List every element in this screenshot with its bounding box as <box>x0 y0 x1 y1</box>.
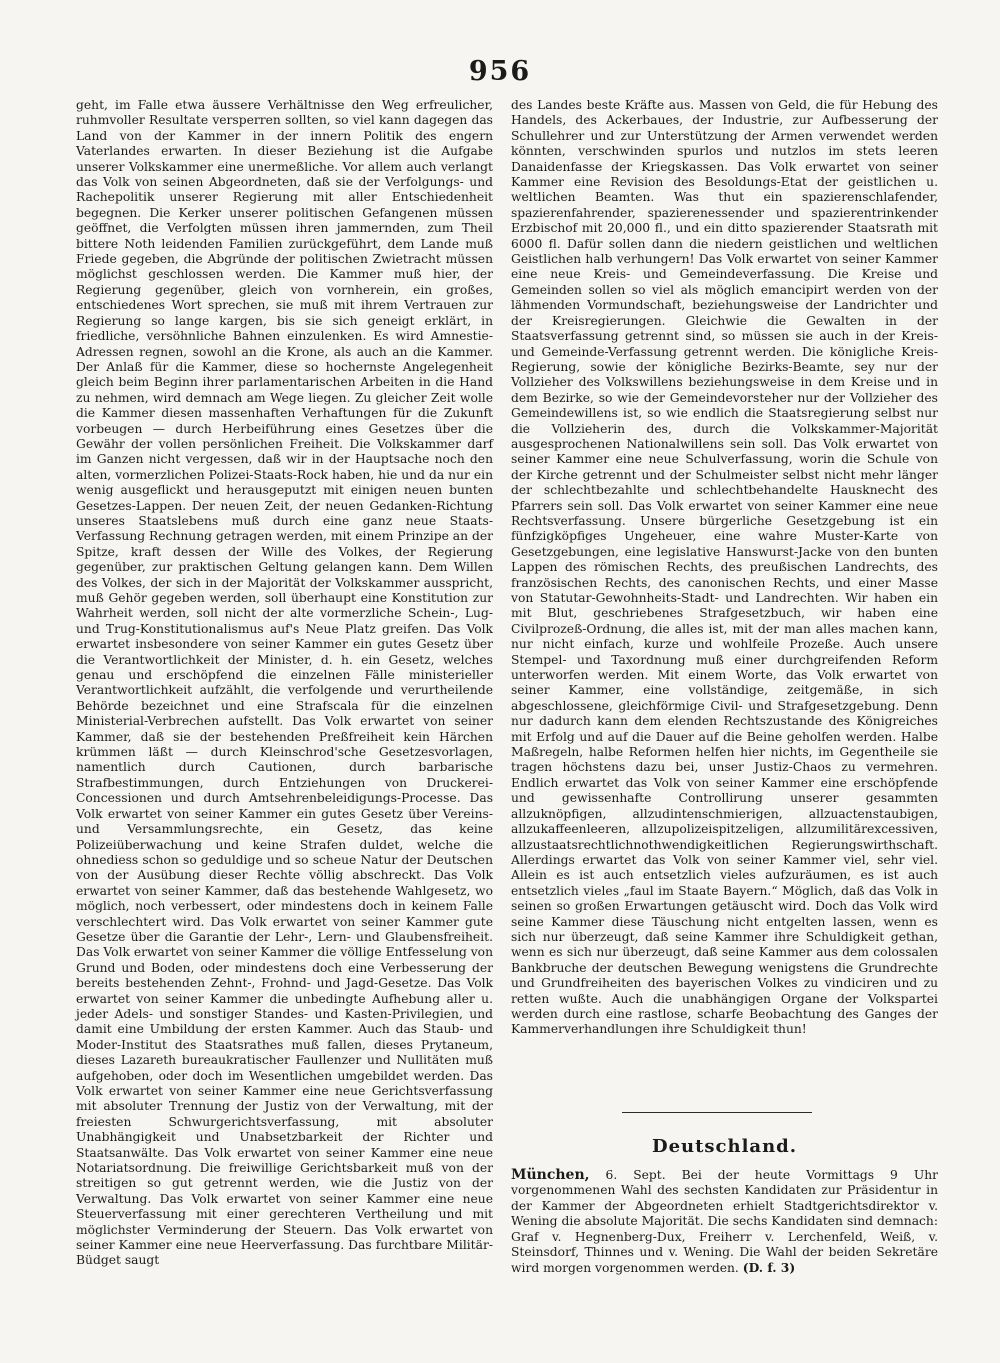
section-heading: Deutschland. <box>651 1136 798 1157</box>
left-column-text: geht, im Falle etwa äussere Verhältnisse den Weg erfreulicher, ruhmvoller Resultate versperren sollten, so viel kann dagegen das Land von der Kammer in der innern Politik des engern Vaterlandes erwarten. In dieser Beziehung ist die Aufgabe unserer Volkskammer eine unermeßliche. Vor allem auch verlangt das Volk von seinen Abgeordneten, daß sie der Verfolgungs- und Rachepolitik unserer Regierung mit aller Entschiedenheit begegnen. Die Kerker unserer politischen Gefangenen müssen geöffnet, die Verfolgten müssen ihren jammernden, zum Theil bittere Noth leidenden Familien zurückgeführt, dem Lande muß Friede gegeben, die Abgründe der politischen Zwietracht müssen möglichst geschlossen werden. Die Kammer muß hier, der Regierung gegenüber, gleich von vornherein, ein großes, entschiedenes Wort sprechen, sie muß mit ihrem Vertrauen zur Regierung so lange kargen, bis sie sich geneigt erklärt, in friedliche, versöhnliche Bahnen einzulenken. Es wird Amnestie-Adressen regnen, sowohl an die Krone, als auch an die Kammer. Der Anlaß für die Kammer, diese so hochernste Angelegenheit gleich beim Beginn ihrer parlamentarischen Arbeiten in die Hand zu nehmen, wird demnach am Wege liegen. Zu gleicher Zeit wolle die Kammer diesen massenhaften Verhaftungen für die Zukunft vorbeugen — durch Herbeiführung eines Gesetzes über die Gewähr der vollen persönlichen Freiheit. Die Volkskammer darf im Ganzen nicht vergessen, daß wir in der Hauptsache noch den alten, vormerzlichen Polizei-Staats-Rock haben, hie und da nur ein wenig ausgeflickt und herausgeputzt mit einigen neuen bunten Gesetzes-Lappen. Der neuen Zeit, der neuen Gedanken-Richtung unseres Staatslebens muß durch eine ganz neue Staats-Verfassung Rechnung getragen werden, mit einem Prinzipe an der Spitze, kraft dessen der Wille des Volkes, der Regierung gegenüber, zur praktischen Geltung gelangen kann. Dem Willen des Volkes, der sich in der Majorität der Volkskammer ausspricht, muß Gehör gegeben werden, soll überhaupt eine Konstitution zur Wahrheit werden, soll nicht der alte vormerzliche Schein-, Lug- und Trug-Konstitutionalismus auf's Neue Platz greifen. Das Volk erwartet insbesondere von seiner Kammer ein gutes Gesetz über die Verantwortlichkeit der Minister, d. h. ein Gesetz, welches genau und erschöpfend die einzelnen Fälle ministerieller Verantwortlichkeit aufzählt, die verfolgende und verurtheilende Behörde bezeichnet und eine Strafscala für die einzelnen Ministerial-Verbrechen aufstellt. Das Volk erwartet von seiner Kammer, daß sie der bestehenden Preßfreiheit kein Härchen krümmen läßt — durch Kleinschrod'sche Gesetzesvorlagen, namentlich durch Cautionen, durch barbarische Strafbestimmungen, durch Entziehungen von Druckerei-Concessionen und durch Amtsehrenbeleidigungs-Processe. Das Volk erwartet von seiner Kammer ein gutes Gesetz über Vereins- und Versammlungsrechte, ein Gesetz, das keine Polizeiüberwachung und keine Strafen duldet, welche die ohnediess schon so geduldige und so scheue Natur der Deutschen von der Ausübung dieser Rechte völlig abschreckt. Das Volk erwartet von seiner Kammer, daß das bestehende Wahlgesetz, wo möglich, noch verbessert, oder mindestens doch in keinem Falle verschlechtert wird. Das Volk erwartet von seiner Kammer gute Gesetze über die Garantie der Lehr-, Lern- und Glaubensfreiheit. Das Volk erwartet von seiner Kammer die völlige Entfesselung von Grund und Boden, oder mindestens doch eine Verbesserung der bereits bestehenden Zehnt-, Frohnd- und Jagd-Gesetze. Das Volk erwartet von seiner Kammer die unbedingte Aufhebung aller u. jeder Adels- und sonstiger Standes- und Kasten-Privilegien, und damit eine Umbildung der ersten Kammer. Auch das Staub- und Moder-Institut des Staatsrathes muß fallen, dieses Prytaneum, dieses Lazareth bureaukratischer Faullenzer und Nullitäten muß aufgehoben, oder doch im Wesentlichen umgebildet werden. Das Volk erwartet von seiner Kammer eine neue Gerichtsverfassung mit absoluter Trennung der Justiz von der Verwaltung, mit der freiesten Schwurgerichtsverfassung, mit absoluter Unabhängigkeit und Unabsetzbarkeit der Richter und Staatsanwälte. Das Volk erwartet von seiner Kammer eine neue Notariatsordnung. Die freiwillige Gerichtsbarkeit muß von der streitigen so gut getrennt werden, wie die Justiz von der Verwaltung. Das Volk erwartet von seiner Kammer eine neue Steuerverfassung mit einer gerechteren Vertheilung und mit möglichster Verminderung der Steuern. Das Volk erwartet von seiner Kammer eine neue Heerverfassung. Das furchtbare Militär-Büdget saugt <box>76 98 493 1268</box>
news-source: (D. f. 3) <box>742 1260 796 1276</box>
page-number: 956 <box>468 56 532 87</box>
right-column <box>511 98 938 1038</box>
news-text: Bei der heute Vormittags 9 Uhr vorgenommenen Wahl des sechsten Kandidaten zur Präsidentur in der Kammer der Abgeordneten erhielt Stadtgerichtsdirektor v. Wening die absolute Majorität. Die sechs Kandidaten sind demnach: Graf v. Hegnenberg-Dux, Freiherr v. Lerchenfeld, Weiß, v. Steinsdorf, Thinnes und v. Wening. Die Wahl der beiden Sekretäre wird morgen vorgenommen werden. <box>511 1168 938 1276</box>
news-item <box>511 1168 938 1277</box>
left-column <box>76 98 493 1308</box>
right-column-text: des Landes beste Kräfte aus. Massen von Geld, die für Hebung des Handels, des Ackerbaues, der Industrie, zur Aufbesserung der Schullehrer und zur Unterstützung der Armen verwendet werden könnten, verschwinden spurlos und nutzlos im stets leeren Danaidenfasse der Kriegskassen. Das Volk erwartet von seiner Kammer eine Revision des Besoldungs-Etat der geistlichen u. weltlichen Beamten. Was thut ein spazierenschlafender, spazierenfahrender, spazierenessender und spazierentrinkender Erzbischof mit 20,000 fl., und ein ditto spazierender Staatsrath mit 6000 fl. Dafür sollen dann die niedern geistlichen und weltlichen Geistlichen halb verhungern! Das Volk erwartet von seiner Kammer eine neue Kreis- und Gemeindeverfassung. Die Kreise und Gemeinden sollen so viel als möglich emancipirt werden von der lähmenden Vormundschaft, beziehungsweise der Landrichter und der Kreisregierungen. Gleichwie die Gewalten in der Staatsverfassung getrennt sind, so müssen sie auch in der Kreis- und Gemeinde-Verfassung getrennt werden. Die königliche Kreis-Regierung, sowie der königliche Bezirks-Beamte, sey nur der Vollzieher des Volkswillens beziehungsweise in dem Kreise und in dem Bezirke, so wie der Gemeindevorsteher nur der Vollzieher des Gemeindewillens ist, so wie endlich die Staatsregierung selbst nur die Vollzieherin des, durch die Volkskammer-Majorität ausgesprochenen Nationalwillens sein soll. Das Volk erwartet von seiner Kammer eine neue Schulverfassung, worin die Schule von der Kirche getrennt und der Schulmeister selbst nicht mehr länger der schlechtbezahlte und schlechtbehandelte Hausknecht des Pfarrers sein soll. Das Volk erwartet von seiner Kammer eine neue Rechtsverfassung. Unsere bürgerliche Gesetzgebung ist ein fünfzigköpfiges Ungeheuer, eine wahre Muster-Karte von Gesetzgebungen, eine legislative Hanswurst-Jacke von den bunten Lappen des römischen Rechts, des preußischen Landrechts, des französischen Rechts, des canonischen Rechts, und einer Masse von Statutar-Gewohnheits-Stadt- und Landrechten. Wir haben ein mit Blut, geschriebenes Strafgesetzbuch, wir haben eine Civilprozeß-Ordnung, die alles ist, mit der man alles machen kann, nur nicht einfach, kurze und wohlfeile Prozeße. Auch unsere Stempel- und Taxordnung muß einer durchgreifenden Reform unterworfen werden. Mit einem Worte, das Volk erwartet von seiner Kammer, eine vollständige, zeitgemäße, in sich abgeschlossene, gleichförmige Civil- und Strafgesetzgebung. Denn nur dadurch kann dem elenden Rechtszustande des Königreiches mit Erfolg und auf die Dauer auf die Beine geholfen werden. Halbe Maßregeln, halbe Reformen helfen hier nichts, im Gegentheile sie tragen höchstens dazu bei, unser Justiz-Chaos zu vermehren. Endlich erwartet das Volk von seiner Kammer eine erschöpfende und gewissenhafte Controllirung unserer gesammten allzuknöpfigen, allzudintenschmierigen, allzuactenstaubigen, allzukaffeenleeren, allzupolizeispitzeligen, allzumilitärexcessiven, allzustaatsrechtlichnothwendigkeitlichen Regierungswirthschaft. Allerdings erwartet das Volk von seiner Kammer viel, sehr viel. Allein es ist auch entsetzlich vieles aufzuräumen, es ist auch entsetzlich vieles „faul im Staate Bayern.“ Möglich, daß das Volk in seinen so großen Erwartungen getäuscht wird. Doch das Volk wird seine Kammer diese Täuschung nicht entgelten lassen, wenn es sich nur überzeugt, daß seine Kammer ihre Schuldigkeit gethan, wenn es sich nur überzeugt, daß seine Kammer aus dem colossalen Bankbruche der deutschen Bewegung wenigstens die Grundrechte und Grundfreiheiten des bayerischen Volkes zu vindiciren und zu retten wußte. Auch die unabhängigen Organe der Volkspartei werden durch eine rastlose, scharfe Beobachtung des Ganges der Kammerverhandlungen ihre Schuldigkeit thun! <box>511 98 938 1037</box>
news-dateline: München, <box>511 1167 590 1183</box>
section-divider <box>622 1112 812 1113</box>
news-date: 6. Sept. <box>605 1168 666 1182</box>
news-paragraph <box>511 1168 938 1277</box>
